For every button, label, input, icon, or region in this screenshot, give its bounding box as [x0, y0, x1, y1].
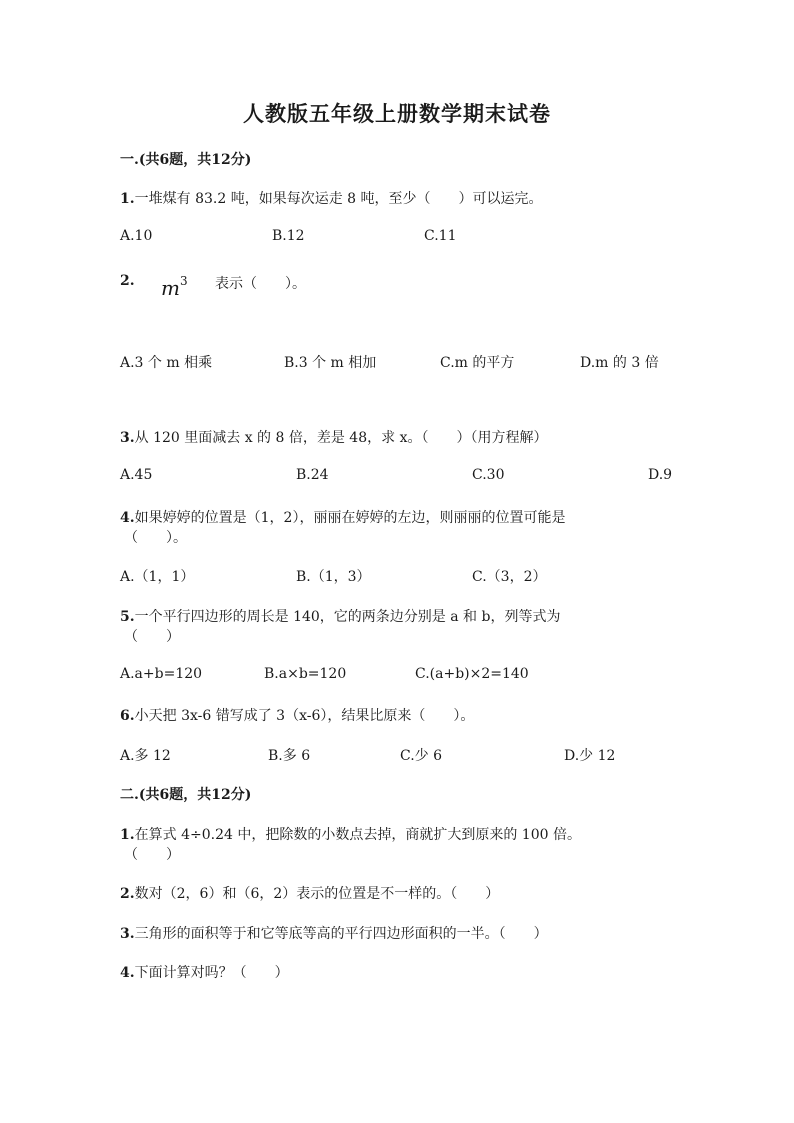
exam-title: 人教版五年级上册数学期末试卷 [243, 101, 551, 126]
question-number: 3. [120, 926, 135, 942]
option-1-3-a[interactable]: A.45 [120, 467, 153, 483]
option-1-2-a[interactable]: A.3 个 m 相乘 [120, 355, 213, 371]
math-exponent: 3 [179, 274, 188, 289]
question-number: 2. [120, 886, 135, 902]
question-1-4 [120, 507, 565, 527]
question-1-5-blank: （ ） [124, 629, 180, 645]
question-2-1-blank: （ ） [124, 847, 180, 863]
math-base: m [161, 276, 180, 300]
question-text: 三角形的面积等于和它等底等高的平行四边形面积的一半。（ ） [134, 926, 548, 942]
question-2-3 [120, 923, 548, 943]
question-text: 从 120 里面减去 x 的 8 倍，差是 48，求 x。（ ）（用方程解） [134, 430, 548, 446]
option-1-6-a[interactable]: A.多 12 [120, 748, 171, 764]
question-text: 数对（2，6）和（6，2）表示的位置是不一样的。（ ） [134, 886, 500, 902]
option-1-3-d[interactable]: D.9 [648, 467, 673, 483]
question-2-2 [120, 883, 499, 903]
option-1-2-c[interactable]: C.m 的平方 [440, 355, 515, 371]
section-1-heading: 一.(共6题，共12分) [120, 152, 252, 168]
option-1-2-d[interactable]: D.m 的 3 倍 [580, 355, 659, 371]
question-text: 一堆煤有 83.2 吨，如果每次运走 8 吨，至少（ ）可以运完。 [134, 191, 543, 207]
option-1-4-a[interactable]: A.（1，1） [120, 569, 195, 585]
option-1-5-b[interactable]: B.a×b=120 [264, 666, 347, 682]
question-number: 4. [120, 965, 135, 981]
question-number: 2. [120, 273, 135, 289]
option-1-4-b[interactable]: B.（1，3） [296, 569, 371, 585]
option-1-1-a[interactable]: A.10 [120, 228, 153, 244]
section-2-heading: 二.(共6题，共12分) [120, 787, 252, 803]
option-1-5-a[interactable]: A.a+b=120 [120, 666, 203, 682]
question-number: 1. [120, 827, 135, 843]
question-2-1 [120, 824, 581, 844]
option-1-2-b[interactable]: B.3 个 m 相加 [284, 355, 377, 371]
option-1-4-c[interactable]: C.（3，2） [472, 569, 547, 585]
question-number: 5. [120, 609, 135, 625]
option-1-6-b[interactable]: B.多 6 [268, 748, 311, 764]
option-1-3-b[interactable]: B.24 [296, 467, 329, 483]
question-text: 如果婷婷的位置是（1，2），丽丽在婷婷的左边，则丽丽的位置可能是 [134, 510, 566, 526]
question-text: 一个平行四边形的周长是 140，它的两条边分别是 a 和 b，列等式为 [134, 609, 561, 625]
question-1-2-text: 表示（ ）。 [215, 276, 306, 292]
question-text: 在算式 4÷0.24 中，把除数的小数点去掉，商就扩大到原来的 100 倍。 [134, 827, 581, 843]
option-1-6-c[interactable]: C.少 6 [400, 748, 443, 764]
question-text: 小天把 3x-6 错写成了 3（x-6），结果比原来（ ）。 [134, 708, 475, 724]
question-1-5 [120, 606, 560, 626]
question-1-4-blank: （ ）。 [124, 530, 187, 546]
question-2-4 [120, 962, 289, 982]
option-1-6-d[interactable]: D.少 12 [564, 748, 616, 764]
question-number: 3. [120, 430, 135, 446]
question-text: 下面计算对吗？（ ） [134, 965, 289, 981]
question-1-2-number [120, 273, 135, 289]
question-number: 6. [120, 708, 135, 724]
question-number: 4. [120, 510, 135, 526]
option-1-5-c[interactable]: C.(a+b)×2=140 [415, 666, 529, 682]
question-1-3 [120, 427, 547, 447]
option-1-1-c[interactable]: C.11 [424, 228, 457, 244]
option-1-3-c[interactable]: C.30 [472, 467, 505, 483]
question-number: 1. [120, 191, 135, 207]
question-1-6 [120, 705, 474, 725]
math-expression [161, 276, 188, 300]
question-1-1 [120, 188, 543, 208]
option-1-1-b[interactable]: B.12 [272, 228, 305, 244]
